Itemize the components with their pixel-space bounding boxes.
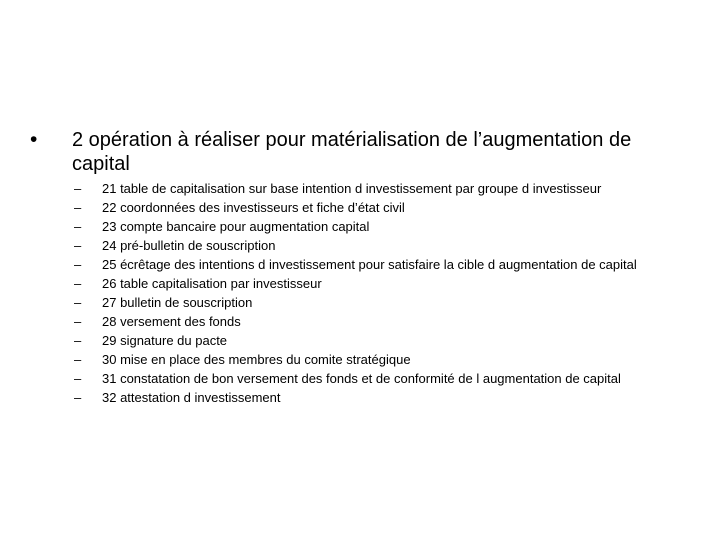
- sub-bullet-list: [74, 180, 674, 408]
- dash-bullet-icon: –: [74, 314, 82, 329]
- dash-bullet-icon: –: [74, 181, 82, 196]
- list-item: [74, 199, 674, 217]
- list-item: [74, 351, 674, 369]
- list-item-text: 32 attestation d investissement: [102, 390, 281, 405]
- list-item-text: 26 table capitalisation par investisseur: [102, 276, 322, 291]
- dash-bullet-icon: –: [74, 257, 82, 272]
- dash-bullet-icon: –: [74, 238, 82, 253]
- list-item-text: 29 signature du pacte: [102, 333, 228, 348]
- list-item-text: 25 écrêtage des intentions d investissement pour satisfaire la cible d augmentation de capital: [102, 257, 637, 272]
- main-bullet: [30, 128, 690, 176]
- list-item: [74, 180, 674, 198]
- dash-bullet-icon: –: [74, 390, 82, 405]
- list-item-text: 21 table de capitalisation sur base intention d investissement par groupe d investisseur: [102, 181, 602, 196]
- list-item-text: 31 constatation de bon versement des fonds et de conformité de l augmentation de capital: [102, 371, 621, 386]
- list-item: [74, 389, 674, 407]
- dash-bullet-icon: –: [74, 276, 82, 291]
- list-item: [74, 370, 674, 388]
- list-item: [74, 218, 674, 236]
- dash-bullet-icon: –: [74, 371, 82, 386]
- dash-bullet-icon: –: [74, 295, 82, 310]
- list-item-text: 28 versement des fonds: [102, 314, 241, 329]
- list-item-text: 30 mise en place des membres du comite stratégique: [102, 352, 411, 367]
- list-item: [74, 275, 674, 293]
- main-bullet-text: 2 opération à réaliser pour matérialisation de l’augmentation de capital: [72, 129, 632, 175]
- list-item: [74, 237, 674, 255]
- bullet-dot-icon: •: [30, 128, 38, 151]
- list-item-text: 24 pré-bulletin de souscription: [102, 238, 276, 253]
- dash-bullet-icon: –: [74, 333, 82, 348]
- list-item: [74, 332, 674, 350]
- dash-bullet-icon: –: [74, 352, 82, 367]
- list-item-text: 27 bulletin de souscription: [102, 295, 253, 310]
- list-item: [74, 294, 674, 312]
- dash-bullet-icon: –: [74, 200, 82, 215]
- dash-bullet-icon: –: [74, 219, 82, 234]
- list-item: [74, 256, 674, 274]
- list-item-text: 22 coordonnées des investisseurs et fiche d’état civil: [102, 200, 405, 215]
- list-item-text: 23 compte bancaire pour augmentation capital: [102, 219, 370, 234]
- list-item: [74, 313, 674, 331]
